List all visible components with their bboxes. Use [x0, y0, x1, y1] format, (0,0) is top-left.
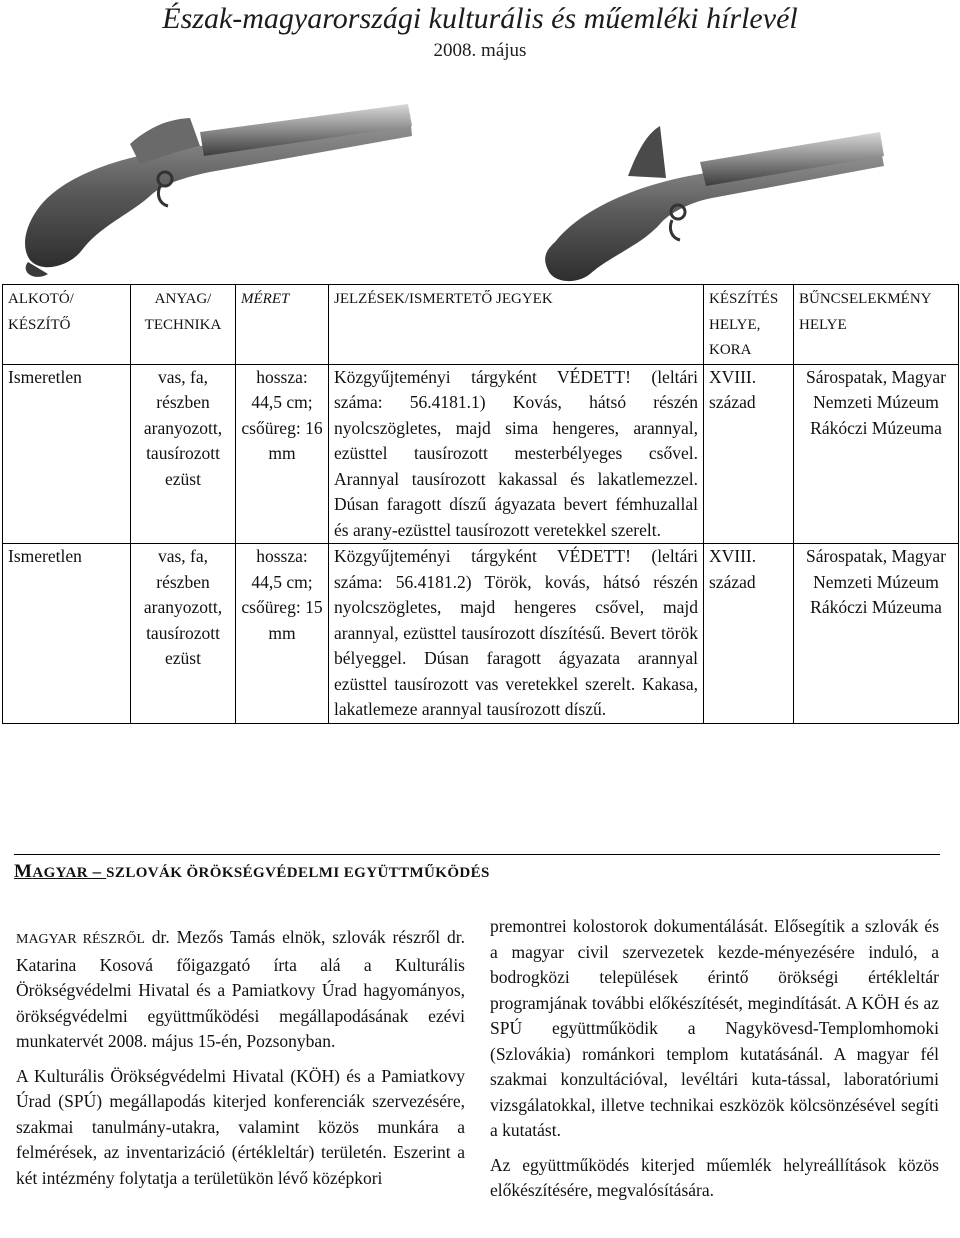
section-heading-magyar: AGYAR — [32, 865, 88, 881]
table-row — [3, 544, 959, 724]
pistol-left-image — [25, 104, 412, 277]
article-paragraph: A Kulturális Örökségvédelmi Hivatal (KÖH) és a Pamiatkovy Úrad (SPÚ) megállapodás kiterjed konferenciák szervezésére, szakmai tanulmány-utakra, valamint közös munkára a felmérések, az inventarizáció (értékleltár) területén. Eszerint a két intézmény folytatja a területükön lévő középkori — [16, 1065, 465, 1188]
article-column-right — [490, 914, 939, 1213]
cell-hely: Sárospatak, Magyar Nemzeti Múzeum Rákóczi Múzeuma — [794, 364, 959, 544]
table-row — [3, 364, 959, 544]
paragraph-lead: MAGYAR RÉSZRŐL — [16, 932, 145, 947]
newsletter-date: 2008. május — [433, 40, 527, 61]
cell-hely: Sárospatak, Magyar Nemzeti Múzeum Rákóczi Múzeuma — [794, 544, 959, 724]
cell-alkoto: Ismeretlen — [3, 364, 131, 544]
section-heading-rest: SZLOVÁK ÖRÖKSÉGVÉDELMI EGYÜTTMŰKÖDÉS — [106, 865, 490, 881]
cell-anyag: vas, fa, részben aranyozott, tausírozott ezüst — [131, 544, 236, 724]
section-divider — [14, 854, 940, 855]
section-heading — [14, 861, 490, 883]
article-paragraph — [16, 925, 465, 1055]
cell-anyag: vas, fa, részben aranyozott, tausírozott ezüst — [131, 364, 236, 544]
section-heading-dash: – — [87, 862, 107, 881]
col-header-alkoto: ALKOTÓ/ KÉSZÍTŐ — [3, 285, 131, 365]
col-header-jelzesek: JELZÉSEK/ISMERTETŐ JEGYEK — [329, 285, 704, 365]
cell-meret: hossza: 44,5 cm; csőüreg: 15 mm — [236, 544, 329, 724]
newsletter-title: Észak-magyarországi kulturális és műemléki hírlevél — [162, 2, 798, 35]
article-paragraph: Az együttműködés kiterjed műemlék helyreállítások közös előkészítésére, megvalósítására. — [490, 1154, 939, 1200]
table-header-row — [3, 285, 959, 365]
stolen-items-table — [2, 284, 959, 724]
pistol-right-image — [545, 126, 884, 281]
col-header-buncselekmeny: BŰNCSELEKMÉNY HELYE — [794, 285, 959, 365]
cell-keszites: XVIII. század — [704, 364, 794, 544]
paragraph-text: dr. Mezős Tamás elnök, szlovák részről dr. Katarina Kosová főigazgató írta alá a Kulturális Örökségvédelmi Hivatal és a Pamiatkovy Úrad hagyományos, örökségvédelmi együttműködési megállapodásának ezévi munkatervét 2008. május 15-én, Pozsonyban. — [16, 927, 466, 1051]
cell-meret: hossza: 44,5 cm; csőüreg: 16 mm — [236, 364, 329, 544]
cell-jelzesek: Közgyűjteményi tárgyként VÉDETT! (leltári száma: 56.4181.1) Kovás, hátsó részén nyolcszögletes, majd sima hengeres, arannyal, ezüsttel tausírozott mesterbélyeges csővel. Arannyal tausírozott kakassal és lakatlemezzel. Dúsan faragott díszű ágyazata bevert fémhuzallal és arany-ezüsttel tausírozott veretekkel szerelt. — [329, 364, 704, 544]
col-header-anyag: ANYAG/ TECHNIKA — [131, 285, 236, 365]
col-header-meret: MÉRET — [236, 285, 329, 365]
col-header-keszites: KÉSZÍTÉS HELYE, KORA — [704, 285, 794, 365]
cell-jelzesek: Közgyűjteményi tárgyként VÉDETT! (leltári száma: 56.4181.2) Török, kovás, hátsó részén nyolcszögletes, majd hengeres csővel, majd arannyal, ezüsttel tausírozott díszítésű. Bevert török bélyeggel. Dúsan faragott ágyazata arannyal ezüsttel tausírozott vas veretekkel szerelt. Kakasa, lakatlemeze arannyal tausírozott díszű. — [329, 544, 704, 724]
article-column-left — [16, 925, 465, 1200]
pistol-photos — [0, 74, 960, 284]
section-heading-initial: M — [14, 861, 33, 882]
article-paragraph: premontrei kolostorok dokumentálását. Elősegítik a szlovák és a magyar civil szervezetek kezde-ményezésére induló, a bodrogközi települések érintő örökségi értékleltár programjának további előkészítését, megindítását. A KÖH és az SPÚ együttműködik a Nagykövesd-Templomhomoki (Szlovákia) románkori templom kutatásánál. A magyar fél szakmai konzultációval, levéltári kuta-tással, laboratóriumi vizsgálatokkal, illetve technikai eszközök kölcsönzésével segíti a kutatást. — [490, 916, 939, 1140]
cell-keszites: XVIII. század — [704, 544, 794, 724]
cell-alkoto: Ismeretlen — [3, 544, 131, 724]
